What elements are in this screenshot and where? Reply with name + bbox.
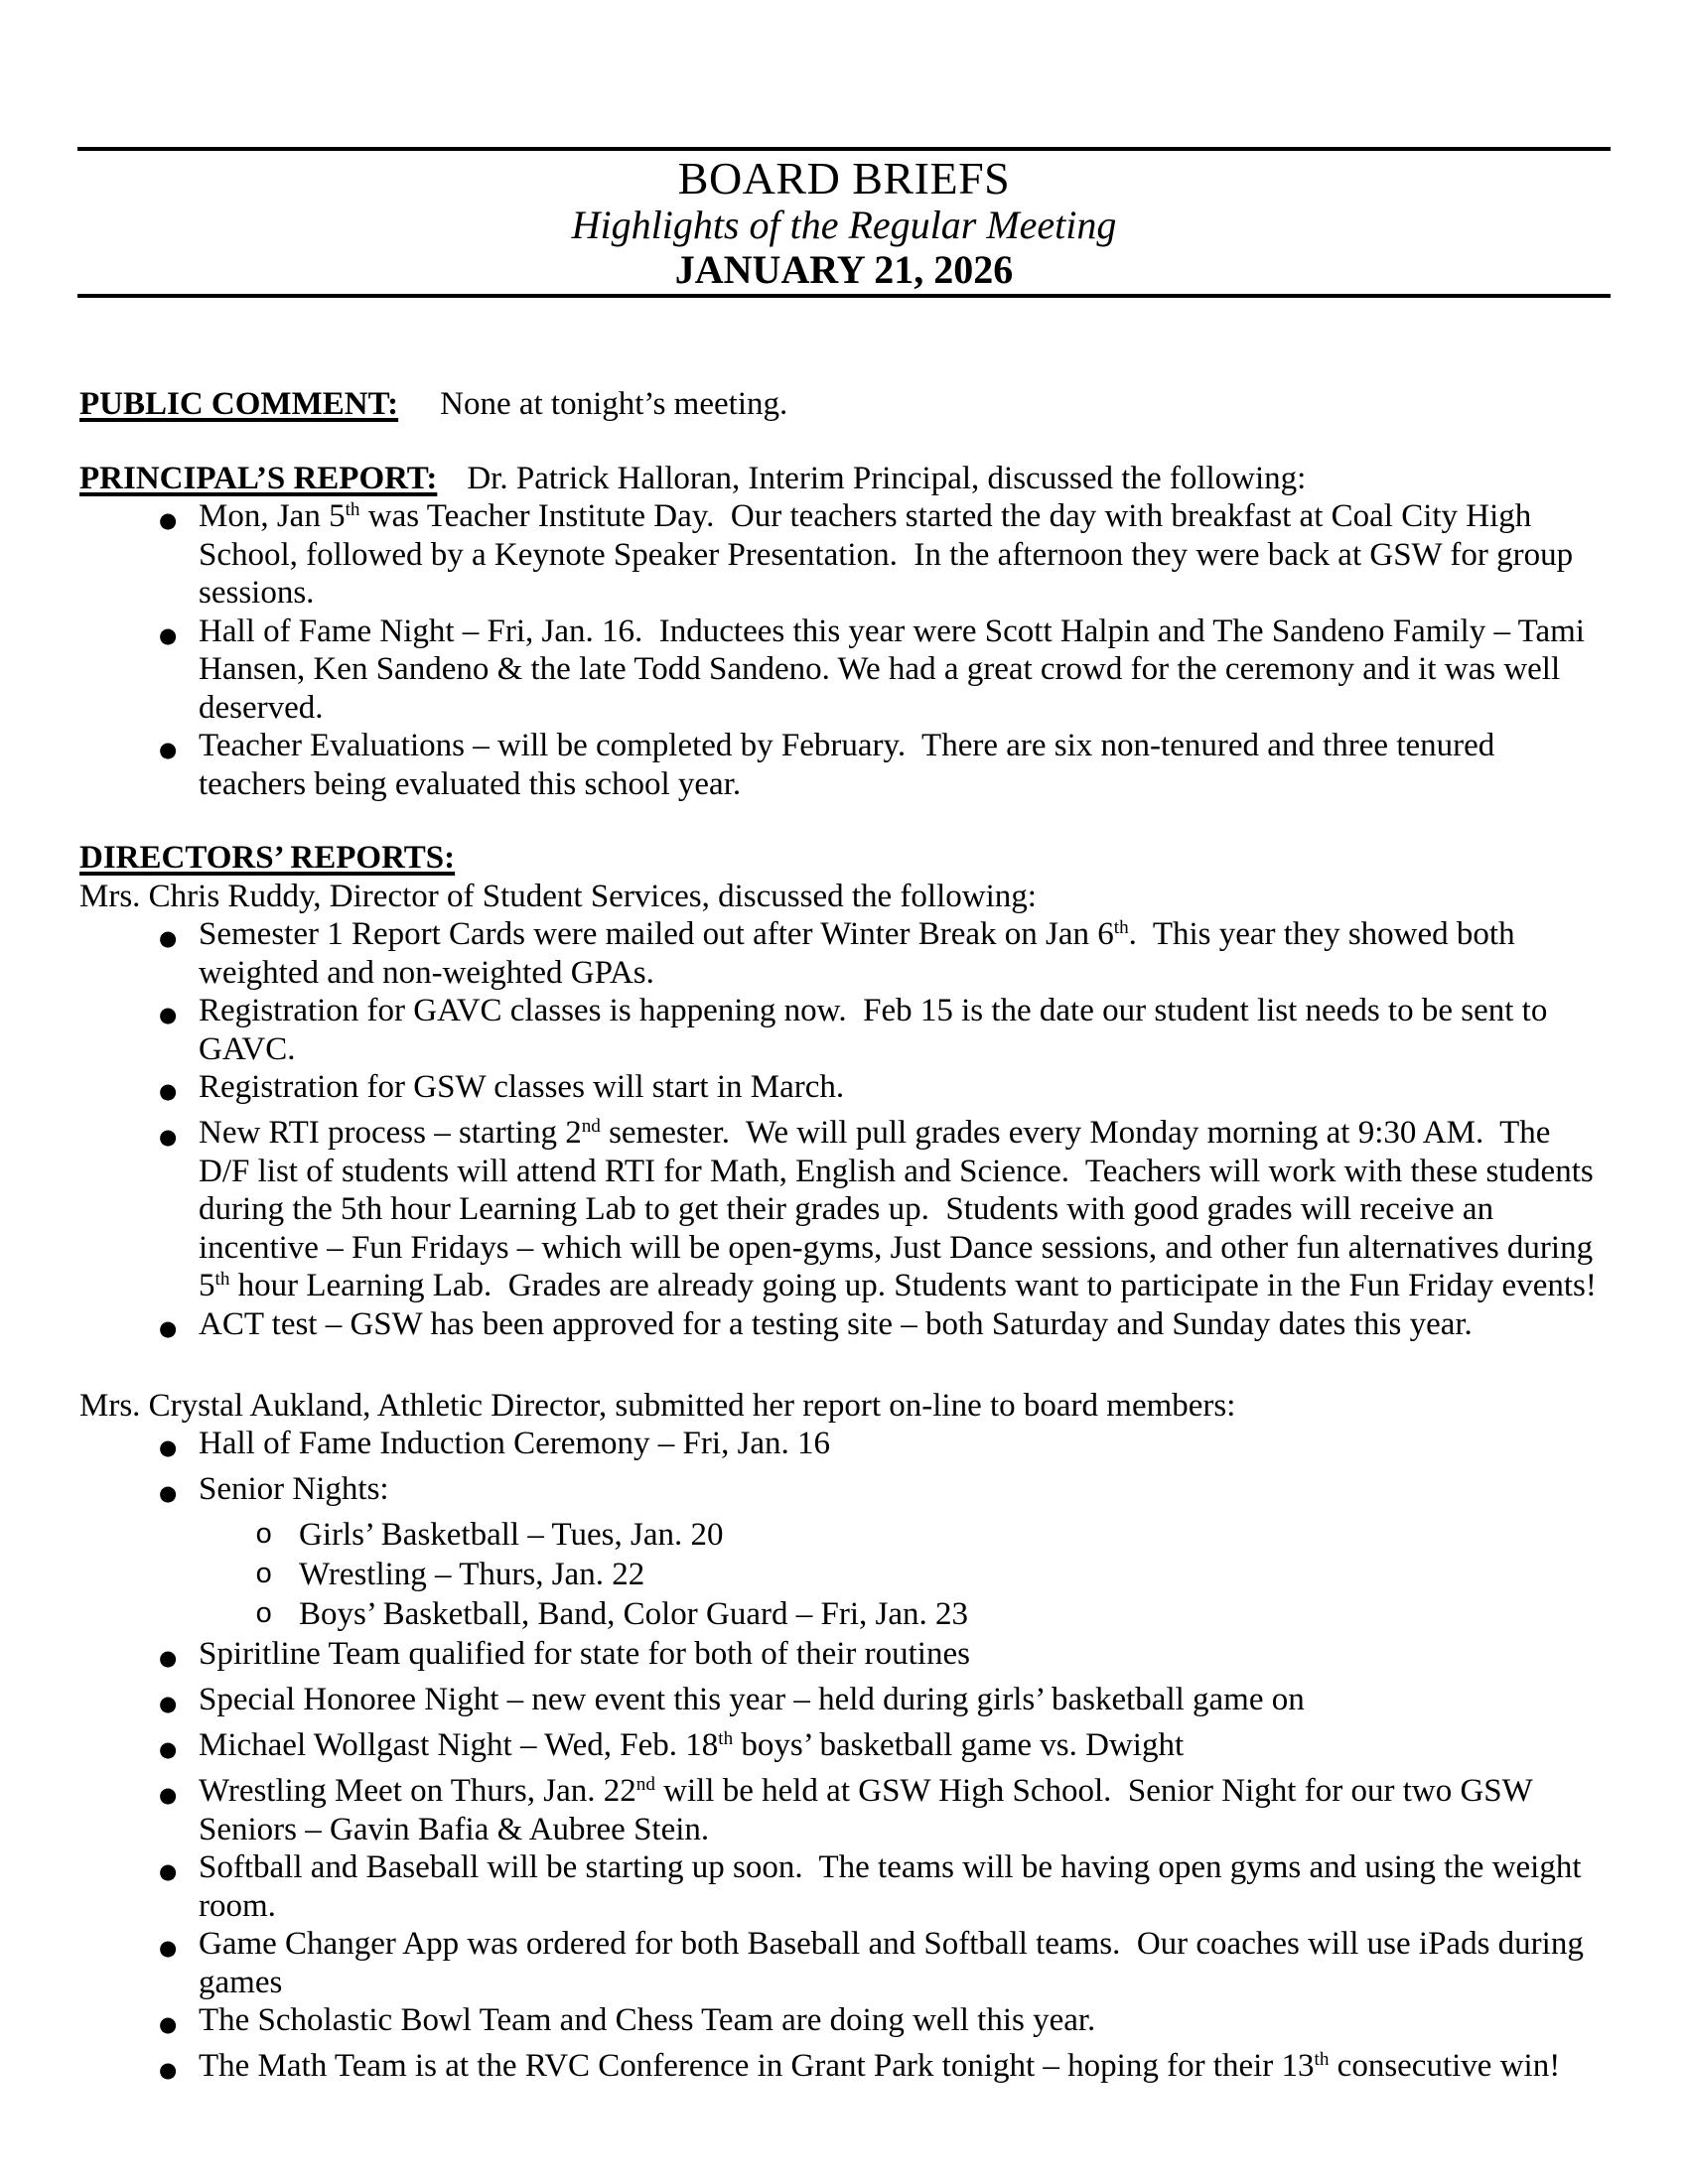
principals-report-section-heading [79, 460, 1609, 498]
bullet-icon: ● [159, 1079, 178, 1103]
list-item-text: Michael Wollgast Night – Wed, Feb. 18th boys’ basketball game vs. Dwight [199, 1727, 1185, 1763]
bullet-icon: ● [159, 1646, 178, 1670]
list-item-text: Hall of Fame Night – Fri, Jan. 16. Inductees this year were Scott Halpin and The Sandeno Family – Tami Hansen, Ken Sandeno & the late Todd Sandeno. We had a great crowd for the ceremony and it was well deserved. [199, 613, 1594, 726]
list-item-text: The Math Team is at the RVC Conference in Grant Park tonight – hoping for their 13th consecutive win! [199, 2048, 1561, 2084]
athletics-bullet-list [79, 1425, 1609, 2093]
list-item [79, 497, 1609, 613]
section-spacer [79, 1351, 1609, 1387]
list-item-text: Spiritline Team qualified for state for both of their routines [199, 1636, 970, 1672]
directors-reports-section-heading [79, 839, 1609, 878]
sub-bullet-icon: o [255, 1559, 273, 1591]
list-item [79, 1470, 1609, 1516]
bullet-icon: ● [159, 1481, 178, 1505]
list-item [79, 1681, 1609, 1726]
student-services-intro: Mrs. Chris Ruddy, Director of Student Services, discussed the following: [79, 878, 1037, 914]
sub-bullet-icon: o [255, 1598, 273, 1631]
list-item-text: Semester 1 Report Cards were mailed out after Winter Break on Jan 6th. This year they showed both weighted and non-weighted GPAs. [199, 916, 1523, 991]
list-item [79, 1925, 1609, 2001]
list-item-text: Game Changer App was ordered for both Baseball and Softball teams. Our coaches will use iPads during games [199, 1926, 1593, 2000]
bullet-icon: ● [159, 508, 178, 532]
bullet-icon: ● [159, 2058, 178, 2082]
bullet-icon: ● [159, 622, 178, 647]
sub-list-item-text: Wrestling – Thurs, Jan. 22 [299, 1557, 645, 1592]
athletic-director-intro: Mrs. Crystal Aukland, Athletic Director, submitted her report on-line to board members: [79, 1387, 1236, 1424]
list-item-text: Mon, Jan 5th was Teacher Institute Day. Our teachers started the day with breakfast at Coal City High School, followed by a Keynote Speaker Presentation. In the afternoon they were back at GSW for group sessions. [199, 498, 1582, 611]
list-item-text: Special Honoree Night – new event this year – held during girls’ basketball game on [199, 1682, 1305, 1717]
list-item [79, 915, 1609, 992]
bullet-icon: ● [159, 1783, 178, 1807]
principals-report-heading: PRINCIPAL’S REPORT: [79, 460, 438, 496]
list-item [79, 992, 1609, 1068]
list-item-text: Softball and Baseball will be starting up soon. The teams will be having open gyms and using the weight room. [199, 1849, 1590, 1924]
bullet-icon: ● [159, 1003, 178, 1026]
principals-report-bullet-list [79, 497, 1609, 803]
document-subtitle: Highlights of the Regular Meeting [571, 203, 1117, 247]
section-spacer [79, 803, 1609, 839]
list-item [79, 1772, 1609, 1848]
list-item-text: ACT test – GSW has been approved for a testing site – both Saturday and Sunday dates this year. [199, 1305, 1473, 1342]
sub-bullet-icon: o [255, 1519, 273, 1552]
document-date: JANUARY 21, 2026 [674, 247, 1014, 292]
sub-list-item-text: Boys’ Basketball, Band, Color Guard – Fri, Jan. 23 [299, 1596, 968, 1632]
document-header [0, 151, 1688, 294]
public-comment-heading: PUBLIC COMMENT: [79, 386, 399, 422]
student-services-bullet-list [79, 915, 1609, 1351]
sub-list-item [79, 1516, 1609, 1556]
directors-reports-heading: DIRECTORS’ REPORTS: [79, 840, 456, 876]
bullet-icon: ● [159, 1125, 178, 1149]
public-comment-section [79, 385, 1609, 424]
bullet-icon: ● [159, 1936, 178, 1960]
bullet-icon: ● [159, 1859, 178, 1883]
bullet-icon: ● [159, 926, 178, 950]
list-item-text: Senior Nights: [199, 1471, 389, 1507]
list-item [79, 613, 1609, 728]
list-item [79, 1114, 1609, 1305]
list-item [79, 1635, 1609, 1681]
sub-list-item [79, 1556, 1609, 1595]
list-item-text: The Scholastic Bowl Team and Chess Team are doing well this year. [199, 2002, 1096, 2038]
list-item-text: Hall of Fame Induction Ceremony – Fri, Jan. 16 [199, 1426, 831, 1461]
list-item-text: Wrestling Meet on Thurs, Jan. 22nd will be held at GSW High School. Senior Night for our two GSW Seniors – Gavin Bafia & Aubree Stein. [199, 1773, 1541, 1847]
list-item [79, 1726, 1609, 1772]
list-item [79, 1068, 1609, 1114]
principals-report-intro: Dr. Patrick Halloran, Interim Principal, discussed the following: [467, 460, 1307, 496]
sub-list-item-text: Girls’ Basketball – Tues, Jan. 20 [299, 1517, 724, 1553]
list-item [79, 1425, 1609, 1470]
document-title: BOARD BRIEFS [677, 153, 1011, 204]
public-comment-text: None at tonight’s meeting. [440, 386, 788, 422]
list-item [79, 727, 1609, 803]
list-item-text: Registration for GAVC classes is happening now. Feb 15 is the date our student list needs to be sent to GAVC. [199, 993, 1556, 1067]
bullet-icon: ● [159, 1737, 178, 1761]
bullet-icon: ● [159, 738, 178, 761]
bullet-icon: ● [159, 1435, 178, 1459]
list-item-text: Teacher Evaluations – will be completed by February. There are six non-tenured and three tenured teachers being evaluated this school year. [199, 728, 1503, 802]
sub-list-item [79, 1595, 1609, 1635]
document-body [0, 298, 1688, 2093]
list-item [79, 1848, 1609, 1925]
section-spacer [79, 424, 1609, 460]
list-item [79, 2047, 1609, 2093]
list-item [79, 2001, 1609, 2047]
bullet-icon: ● [159, 1692, 178, 1715]
bullet-icon: ● [159, 1315, 178, 1340]
list-item [79, 1305, 1609, 1351]
list-item-text: New RTI process – starting 2nd semester. We will pull grades every Monday morning at 9:30 AM. The D/F list of students will attend RTI for Math, English and Science. Teachers will work with these students during the 5th hour Learning Lab to get their grades up. Students with good grades will receive an incentive – Fun Fridays – which will be open-gyms, Just Dance sessions, and other fun alternatives during 5th hour Learning Lab. Grades are already going up. Students want to participate in the Fun Friday events! [199, 1115, 1602, 1303]
bullet-icon: ● [159, 2012, 178, 2036]
list-item-text: Registration for GSW classes will start in March. [199, 1069, 845, 1105]
